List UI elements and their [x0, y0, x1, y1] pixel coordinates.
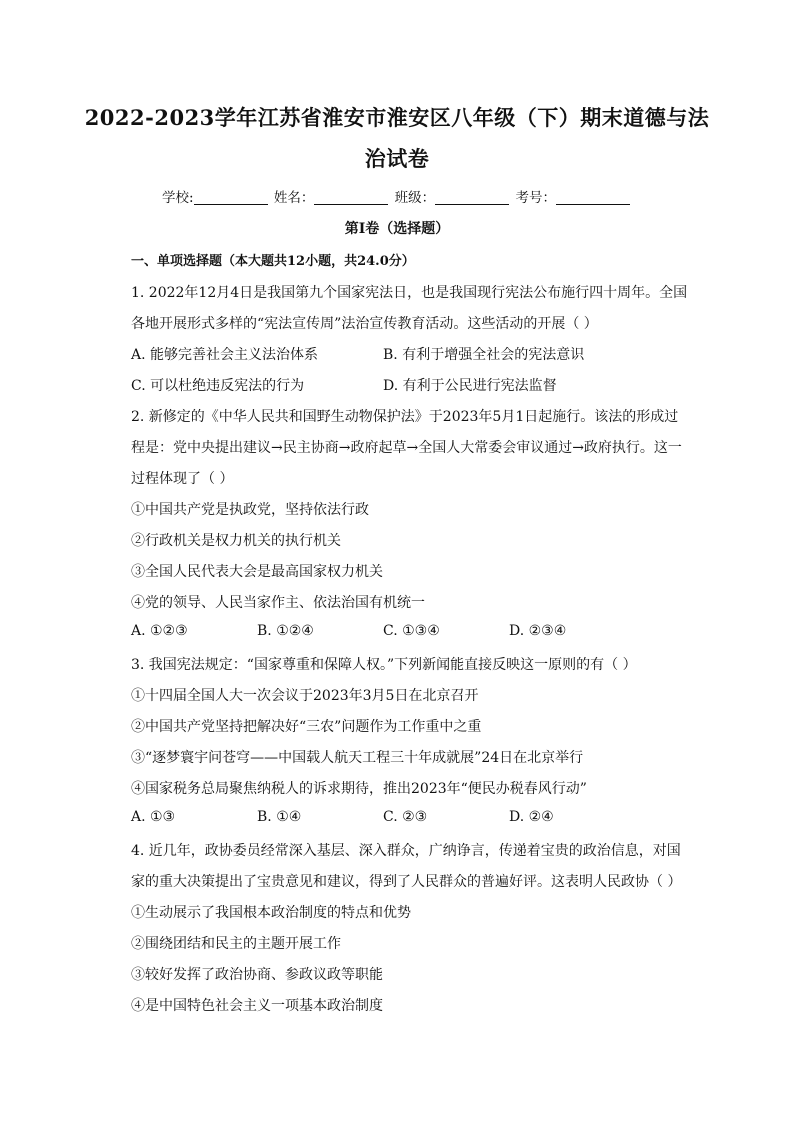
- q3-statement-3: ③“逐梦寰宇问苍穹——中国载人航天工程三十年成就展”24日在北京举行: [131, 750, 584, 766]
- q3-option-c: C. ②③: [383, 809, 428, 825]
- q2-stem-line-2: 程是：党中央提出建议→民主协商→政府起草→全国人大常委会审议通过→政府执行。这一: [131, 440, 682, 456]
- q2-statement-4: ④党的领导、人民当家作主、依法治国有机统一: [131, 595, 425, 611]
- q3-option-a: A. ①③: [131, 809, 176, 825]
- q2-statement-3: ③全国人民代表大会是最高国家权力机关: [131, 564, 383, 580]
- exam-title-line-1: 2022-2023学年江苏省淮安市淮安区八年级（下）期末道德与法: [84, 105, 710, 130]
- q3-option-d: D. ②④: [509, 809, 554, 825]
- q3-option-b: B. ①④: [257, 809, 302, 825]
- q4-statement-3: ③较好发挥了政治协商、参政议政等职能: [131, 967, 383, 983]
- school-label: 学校:: [162, 190, 194, 206]
- q3-stem-line-1: 3. 我国宪法规定：“国家尊重和保障人权。”下列新闻能直接反映这一原则的有（ ）: [131, 657, 637, 673]
- q1-stem-line-2: 各地开展形式多样的“宪法宣传周”法治宣传教育活动。这些活动的开展（ ）: [131, 316, 598, 332]
- q2-statement-1: ①中国共产党是执政党，坚持依法行政: [131, 502, 369, 518]
- q2-stem-line-1: 2. 新修定的《中华人民共和国野生动物保护法》于2023年5月1日起施行。该法的形成过: [131, 409, 679, 425]
- name-blank: [314, 190, 388, 205]
- q2-option-c: C. ①③④: [383, 623, 440, 639]
- school-blank: [194, 190, 268, 205]
- class-label: 班级：: [394, 190, 436, 206]
- q2-stem-line-3: 过程体现了（ ）: [131, 471, 234, 487]
- q2-statement-2: ②行政机关是权力机关的执行机关: [131, 533, 341, 549]
- q4-stem-line-2: 家的重大决策提出了宝贵意见和建议，得到了人民群众的普遍好评。这表明人民政协（ ）: [131, 874, 682, 890]
- q1-option-a: A. 能够完善社会主义法治体系: [131, 347, 319, 363]
- q3-statement-4: ④国家税务总局聚焦纳税人的诉求期待，推出2023年“便民办税春风行动”: [131, 781, 587, 797]
- section-title: 第Ⅰ卷（选择题）: [344, 221, 450, 237]
- q2-option-a: A. ①②③: [131, 623, 188, 639]
- q4-statement-4: ④是中国特色社会主义一项基本政治制度: [131, 998, 383, 1014]
- q1-option-d: D. 有利于公民进行宪法监督: [383, 378, 557, 394]
- exam-number-blank: [556, 190, 630, 205]
- name-label: 姓名：: [273, 190, 315, 206]
- student-info-row: [0, 186, 794, 206]
- q2-option-d: D. ②③④: [509, 623, 567, 639]
- q1-stem-line-1: 1. 2022年12月4日是我国第九个国家宪法日，也是我国现行宪法公布施行四十周年。全国: [131, 285, 688, 301]
- q4-statement-1: ①生动展示了我国根本政治制度的特点和优势: [131, 905, 411, 921]
- exam-title-line-2: 治试卷: [364, 146, 430, 171]
- q2-option-b: B. ①②④: [257, 623, 314, 639]
- q1-option-c: C. 可以杜绝违反宪法的行为: [131, 378, 305, 394]
- part-title: 一、单项选择题（本大题共12小题，共24.0分）: [131, 254, 415, 269]
- exam-number-label: 考号：: [515, 190, 556, 206]
- q3-statement-1: ①十四届全国人大一次会议于2023年3月5日在北京召开: [131, 688, 479, 704]
- class-blank: [435, 190, 509, 205]
- q4-stem-line-1: 4. 近几年，政协委员经常深入基层、深入群众，广纳诤言，传递着宝贵的政治信息，对国: [131, 843, 681, 859]
- q4-statement-2: ②围绕团结和民主的主题开展工作: [131, 936, 341, 952]
- q3-statement-2: ②中国共产党坚持把解决好“三农”问题作为工作重中之重: [131, 719, 482, 735]
- q1-option-b: B. 有利于增强全社会的宪法意识: [383, 347, 585, 363]
